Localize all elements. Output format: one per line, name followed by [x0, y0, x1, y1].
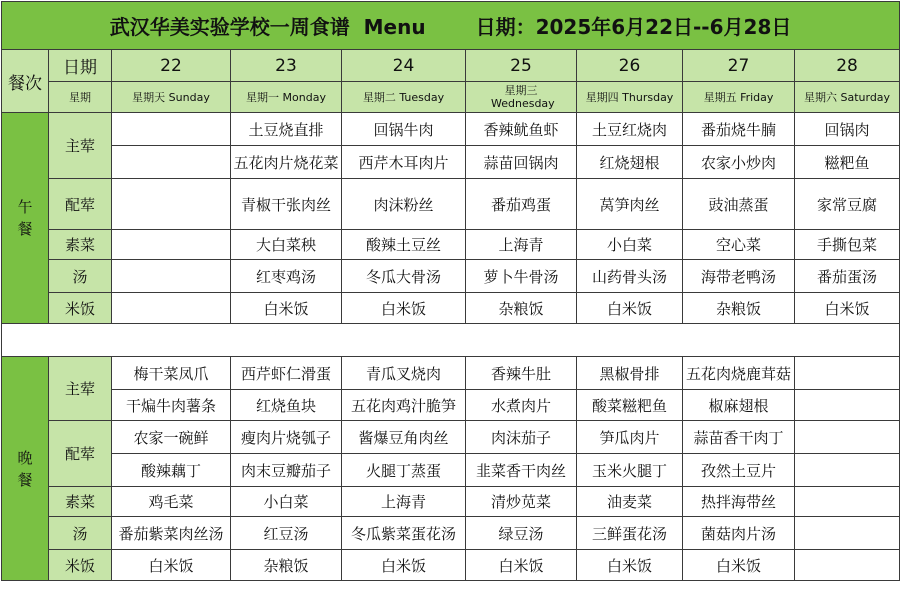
date-number-row: [2, 50, 900, 82]
lunch-rice-row: [2, 293, 900, 324]
dish-cell: 番茄鸡蛋: [466, 179, 577, 230]
dish-cell: 笋瓜肉片: [577, 421, 683, 454]
dish-cell: 大白菜秧: [231, 230, 342, 260]
lunch-label-text: 午餐: [17, 198, 33, 238]
dish-cell: 上海青: [466, 230, 577, 260]
dish-cell: 农家小炒肉: [683, 146, 795, 179]
dish-cell: 白米饭: [683, 550, 795, 581]
dish-cell: 萝卜牛骨汤: [466, 260, 577, 293]
dinner-soup-row: [2, 517, 900, 550]
dish-cell: 白米饭: [795, 293, 900, 324]
dish-cell: 白米饭: [466, 550, 577, 581]
weekday-label: 星期一 Monday: [231, 82, 342, 113]
dinner-category-side: 配荤: [49, 421, 112, 487]
dish-cell: 干煸牛肉薯条: [112, 390, 231, 421]
dish-cell: 酱爆豆角肉丝: [342, 421, 466, 454]
day-number: 25: [466, 50, 577, 82]
dish-cell: [795, 421, 900, 454]
dish-cell: 海带老鸭汤: [683, 260, 795, 293]
dish-cell: 香辣鱿鱼虾: [466, 113, 577, 146]
dish-cell: 红烧翅根: [577, 146, 683, 179]
weekday-label: 星期天 Sunday: [112, 82, 231, 113]
dish-cell: 椒麻翅根: [683, 390, 795, 421]
dish-cell: [795, 550, 900, 581]
dish-cell: 白米饭: [577, 550, 683, 581]
dinner-veg-row: [2, 487, 900, 517]
dish-cell: 家常豆腐: [795, 179, 900, 230]
dish-cell: 番茄紫菜肉丝汤: [112, 517, 231, 550]
dish-cell: 绿豆汤: [466, 517, 577, 550]
title-row: [2, 2, 900, 50]
dish-cell: 热拌海带丝: [683, 487, 795, 517]
dish-cell: 黑椒骨排: [577, 357, 683, 390]
dish-cell: 白米饭: [577, 293, 683, 324]
dish-cell: 杂粮饭: [683, 293, 795, 324]
dish-cell: 玉米火腿丁: [577, 454, 683, 487]
dish-cell: 孜然土豆片: [683, 454, 795, 487]
dish-cell: 土豆红烧肉: [577, 113, 683, 146]
lunch-category-side: 配荤: [49, 179, 112, 230]
dish-cell: 红枣鸡汤: [231, 260, 342, 293]
dish-cell: 五花肉烧鹿茸菇: [683, 357, 795, 390]
dinner-label-text: 晚餐: [17, 448, 33, 489]
separator-cell: [2, 324, 900, 357]
weekday-label: 星期六 Saturday: [795, 82, 900, 113]
lunch-category-rice: 米饭: [49, 293, 112, 324]
dish-cell: 肉沫茄子: [466, 421, 577, 454]
dish-cell: 青椒干张肉丝: [231, 179, 342, 230]
dish-cell: 番茄蛋汤: [795, 260, 900, 293]
dish-cell: 酸辣土豆丝: [342, 230, 466, 260]
title-bar: [2, 2, 900, 50]
dish-cell: 冬瓜紫菜蛋花汤: [342, 517, 466, 550]
dinner-side-row-2: [2, 454, 900, 487]
dish-cell: 白米饭: [112, 550, 231, 581]
dish-cell: 白米饭: [342, 550, 466, 581]
date-range: 日期：2025年6月22日--6月28日: [475, 15, 792, 39]
dish-cell: 三鲜蛋花汤: [577, 517, 683, 550]
dinner-main-row-2: [2, 390, 900, 421]
title-text: 武汉华美实验学校一周食谱: [109, 15, 350, 39]
dish-cell: 鸡毛菜: [112, 487, 231, 517]
lunch-category-main: 主荤: [49, 113, 112, 179]
title-en-text: Menu: [363, 15, 426, 39]
dinner-side-row-1: [2, 421, 900, 454]
dish-cell: 白米饭: [231, 293, 342, 324]
dish-cell: 白米饭: [342, 293, 466, 324]
dish-cell: 五花肉鸡汁脆笋: [342, 390, 466, 421]
dish-cell: [795, 357, 900, 390]
dish-cell: 杂粮饭: [466, 293, 577, 324]
date-column-header: 日期: [49, 50, 112, 82]
dish-cell: 上海青: [342, 487, 466, 517]
dish-cell: [795, 487, 900, 517]
dish-cell: 回锅牛肉: [342, 113, 466, 146]
lunch-main-row-2: [2, 146, 900, 179]
dish-cell: [795, 517, 900, 550]
day-number: 24: [342, 50, 466, 82]
dish-cell: 酸辣藕丁: [112, 454, 231, 487]
meal-separator: [2, 324, 900, 357]
dinner-main-row-1: [2, 357, 900, 390]
dish-cell: 红豆汤: [231, 517, 342, 550]
lunch-side-row: [2, 179, 900, 230]
dish-cell: 莴笋肉丝: [577, 179, 683, 230]
dish-cell: [112, 230, 231, 260]
weekday-label: 星期五 Friday: [683, 82, 795, 113]
dish-cell: [795, 454, 900, 487]
meal-column-header: 餐次: [2, 50, 49, 113]
weekday-label: 星期二 Tuesday: [342, 82, 466, 113]
dish-cell: 番茄烧牛腩: [683, 113, 795, 146]
dish-cell: [112, 293, 231, 324]
dish-cell: [112, 113, 231, 146]
dish-cell: 蒜苗回锅肉: [466, 146, 577, 179]
dinner-category-main: 主荤: [49, 357, 112, 421]
dish-cell: 梅干菜凤爪: [112, 357, 231, 390]
dinner-category-soup: 汤: [49, 517, 112, 550]
day-number: 26: [577, 50, 683, 82]
dish-cell: [112, 260, 231, 293]
day-number: 28: [795, 50, 900, 82]
dish-cell: 火腿丁蒸蛋: [342, 454, 466, 487]
dish-cell: 农家一碗鲜: [112, 421, 231, 454]
dish-cell: 油麦菜: [577, 487, 683, 517]
dish-cell: 瘦肉片烧瓠子: [231, 421, 342, 454]
dish-cell: 小白菜: [231, 487, 342, 517]
dish-cell: 空心菜: [683, 230, 795, 260]
lunch-category-veg: 素菜: [49, 230, 112, 260]
dish-cell: 豉油蒸蛋: [683, 179, 795, 230]
lunch-label: [2, 113, 49, 324]
day-number: 23: [231, 50, 342, 82]
dish-cell: 韭菜香干肉丝: [466, 454, 577, 487]
weekday-label: [466, 82, 577, 113]
dinner-category-veg: 素菜: [49, 487, 112, 517]
lunch-soup-row: [2, 260, 900, 293]
dish-cell: 清炒苋菜: [466, 487, 577, 517]
lunch-category-soup: 汤: [49, 260, 112, 293]
dish-cell: 杂粮饭: [231, 550, 342, 581]
dish-cell: 蒜苗香干肉丁: [683, 421, 795, 454]
lunch-main-row-1: [2, 113, 900, 146]
dish-cell: 冬瓜大骨汤: [342, 260, 466, 293]
dish-cell: 手撕包菜: [795, 230, 900, 260]
weekday-column-header: 星期: [49, 82, 112, 113]
dish-cell: 西芹虾仁滑蛋: [231, 357, 342, 390]
dinner-category-rice: 米饭: [49, 550, 112, 581]
weekday-row: [2, 82, 900, 113]
day-number: 22: [112, 50, 231, 82]
dish-cell: 青瓜叉烧肉: [342, 357, 466, 390]
dish-cell: 肉沫粉丝: [342, 179, 466, 230]
weekday-wrapped-text: 星期三 Wednesday: [491, 84, 555, 110]
dish-cell: 酸菜糍粑鱼: [577, 390, 683, 421]
dish-cell: 水煮肉片: [466, 390, 577, 421]
dish-cell: 土豆烧直排: [231, 113, 342, 146]
weekly-menu-table: [1, 1, 900, 581]
page-title: [110, 11, 426, 40]
dish-cell: [112, 179, 231, 230]
dinner-label: [2, 357, 49, 581]
weekday-label: 星期四 Thursday: [577, 82, 683, 113]
dinner-rice-row: [2, 550, 900, 581]
dish-cell: 小白菜: [577, 230, 683, 260]
lunch-veg-row: [2, 230, 900, 260]
dish-cell: 肉末豆瓣茄子: [231, 454, 342, 487]
dish-cell: 西芹木耳肉片: [342, 146, 466, 179]
dish-cell: [795, 390, 900, 421]
dish-cell: 菌菇肉片汤: [683, 517, 795, 550]
dish-cell: 五花肉片烧花菜: [231, 146, 342, 179]
dish-cell: 山药骨头汤: [577, 260, 683, 293]
dish-cell: 香辣牛肚: [466, 357, 577, 390]
dish-cell: [112, 146, 231, 179]
day-number: 27: [683, 50, 795, 82]
dish-cell: 糍粑鱼: [795, 146, 900, 179]
dish-cell: 红烧鱼块: [231, 390, 342, 421]
dish-cell: 回锅肉: [795, 113, 900, 146]
